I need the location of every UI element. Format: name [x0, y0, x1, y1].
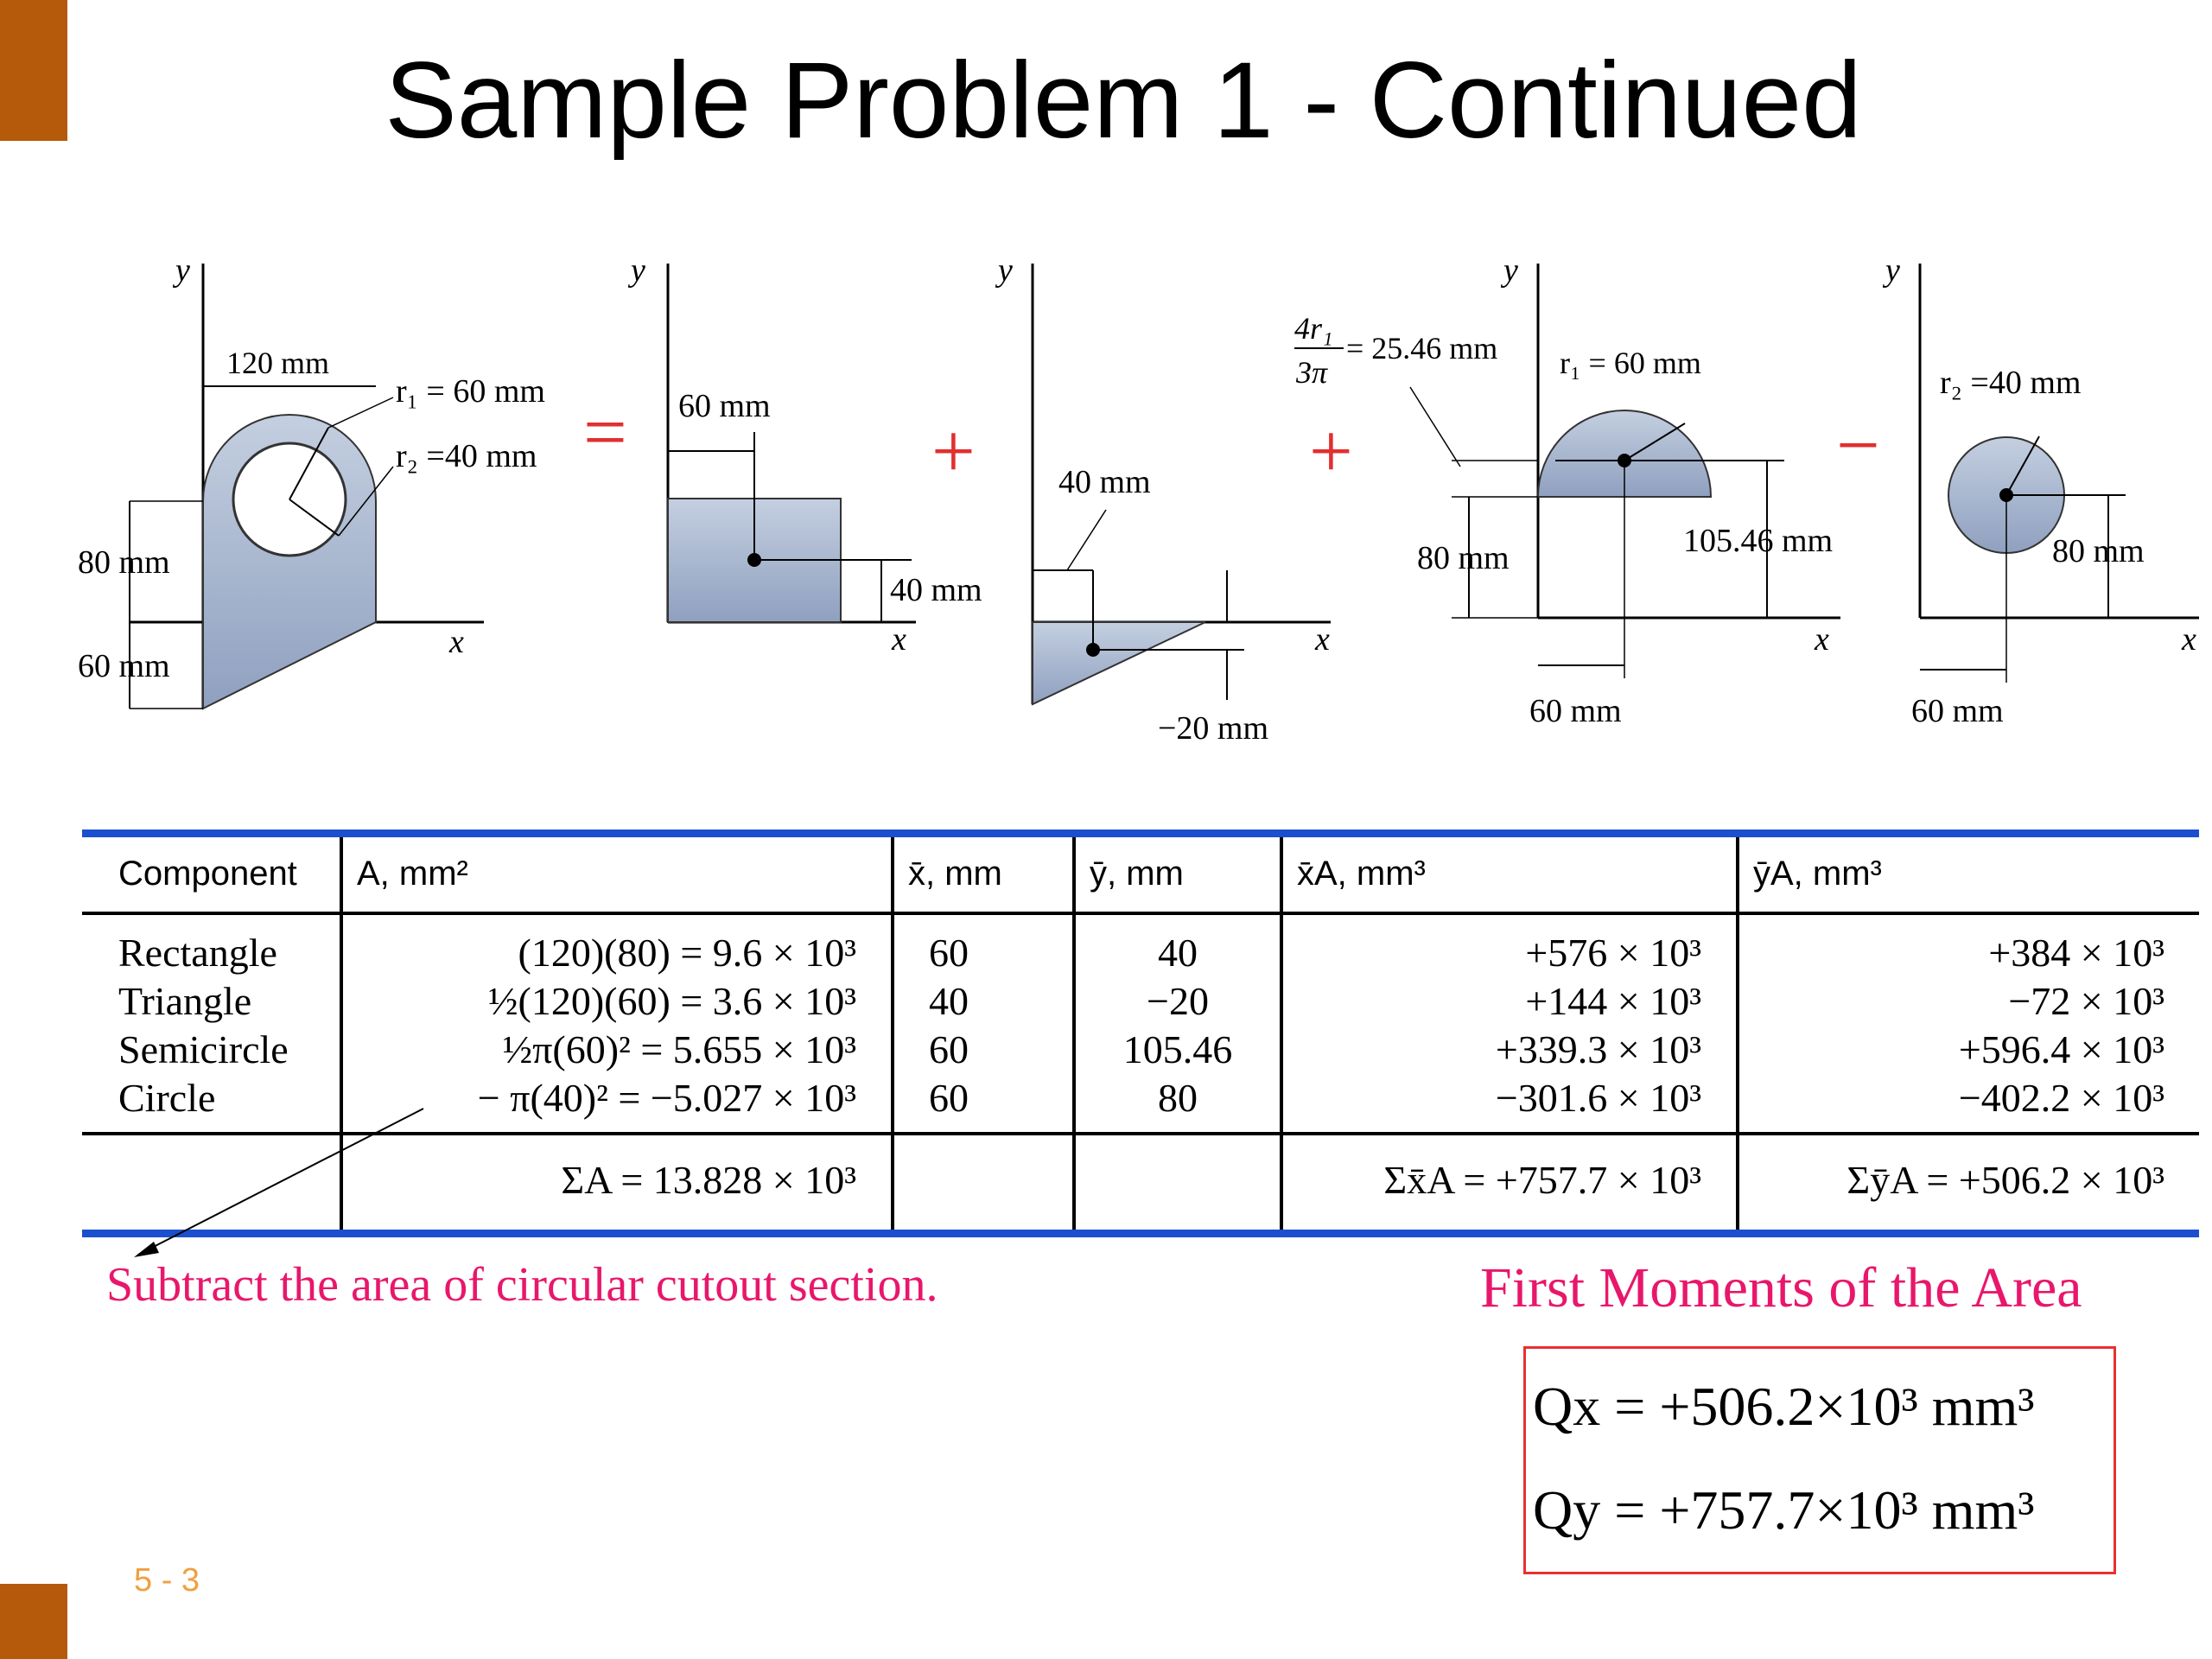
axis-y-label: y — [998, 252, 1013, 289]
ybar-value: 80 — [1158, 1076, 1198, 1120]
dim-120mm: 120 mm — [226, 346, 330, 380]
dim-40mm: 40 mm — [1058, 464, 1151, 500]
centroid-formula-value: = 25.46 mm — [1346, 331, 1498, 365]
xbar-value: 60 — [929, 1076, 969, 1120]
header-xbar-a: x̄A, mm³ — [1281, 834, 1738, 914]
total-xbar-a: Σx̄A = +757.7 × 10³ — [1281, 1134, 1738, 1234]
component-name: Circle — [118, 1076, 216, 1120]
axis-x-label: x — [2182, 621, 2196, 658]
xbar-value: 60 — [929, 1027, 969, 1071]
area-value: ½(120)(60) = 3.6 × 10³ — [488, 979, 856, 1023]
slide-title: Sample Problem 1 - Continued — [385, 41, 1862, 161]
xbar-a-value: +339.3 × 10³ — [1495, 1027, 1701, 1071]
area-value: ½π(60)² = 5.655 × 10³ — [502, 1027, 856, 1071]
header-ybar-a: ȳA, mm³ — [1738, 834, 2199, 914]
slide-number: 5 - 3 — [134, 1562, 200, 1599]
dim-40mm: 40 mm — [890, 572, 982, 608]
dim-60mm: 60 mm — [1911, 693, 2004, 729]
xbar-a-value: +576 × 10³ — [1525, 931, 1701, 975]
area-value: (120)(80) = 9.6 × 10³ — [518, 931, 856, 975]
label-r1: r₁ = 60 mm — [1560, 346, 1701, 380]
axis-y-label: y — [175, 252, 190, 289]
dim-80mm: 80 mm — [2052, 533, 2145, 569]
first-moments-heading: First Moments of the Area — [1480, 1256, 2082, 1319]
qx-result: Qx = +506.2×10³ mm³ — [1533, 1376, 2035, 1437]
total-area: ΣA = 13.828 × 10³ — [341, 1134, 893, 1234]
first-moments-results — [1523, 1346, 2116, 1574]
xbar-a-value: −301.6 × 10³ — [1495, 1076, 1701, 1120]
component-name: Triangle — [118, 979, 252, 1023]
label-r2: r₂ =40 mm — [396, 438, 537, 474]
header-area: A, mm² — [341, 834, 893, 914]
axis-x-label: x — [449, 624, 464, 660]
minus-operator: − — [1836, 403, 1880, 488]
dim-80mm: 80 mm — [1417, 540, 1510, 576]
xbar-a-value: +144 × 10³ — [1525, 979, 1701, 1023]
ybar-a-value: +596.4 × 10³ — [1958, 1027, 2164, 1071]
ybar-a-value: −402.2 × 10³ — [1958, 1076, 2164, 1120]
ybar-value: −20 — [1147, 979, 1209, 1023]
dim-105mm: 105.46 mm — [1683, 523, 1834, 559]
header-ybar: ȳ, mm — [1074, 834, 1281, 914]
component-name: Semicircle — [118, 1027, 289, 1071]
header-component: Component — [82, 834, 341, 914]
subtract-note: Subtract the area of circular cutout section. — [106, 1258, 938, 1312]
xbar-value: 60 — [929, 931, 969, 975]
dim-60mm: 60 mm — [78, 648, 170, 684]
centroid-formula-denominator: 3π — [1296, 355, 1328, 390]
ybar-a-value: +384 × 10³ — [1988, 931, 2164, 975]
area-value: − π(40)² = −5.027 × 10³ — [477, 1076, 856, 1120]
dim-minus20mm: −20 mm — [1158, 710, 1269, 747]
label-r1: r₁ = 60 mm — [396, 373, 545, 410]
equals-operator: = — [583, 390, 627, 475]
axis-x-label: x — [1815, 621, 1829, 658]
ybar-value: 105.46 — [1122, 1027, 1233, 1071]
centroid-formula-numerator: 4r₁ — [1294, 311, 1333, 346]
dim-60mm: 60 mm — [678, 388, 771, 424]
total-ybar-a: ΣȳA = +506.2 × 10³ — [1738, 1134, 2199, 1234]
label-r2: r₂ =40 mm — [1940, 365, 2082, 401]
component-name: Rectangle — [118, 931, 277, 975]
ybar-value: 40 — [1158, 931, 1198, 975]
header-xbar: x̄, mm — [893, 834, 1074, 914]
dim-60mm: 60 mm — [1529, 693, 1622, 729]
axis-y-label: y — [631, 252, 645, 289]
qy-result: Qy = +757.7×10³ mm³ — [1533, 1479, 2035, 1541]
plus-operator: + — [931, 409, 976, 494]
axis-x-label: x — [1315, 621, 1330, 658]
axis-y-label: y — [1885, 252, 1900, 289]
dim-80mm: 80 mm — [78, 544, 170, 581]
plus-operator: + — [1309, 409, 1353, 494]
ybar-a-value: −72 × 10³ — [2008, 979, 2164, 1023]
axis-x-label: x — [892, 621, 906, 658]
xbar-value: 40 — [929, 979, 969, 1023]
axis-y-label: y — [1503, 252, 1518, 289]
